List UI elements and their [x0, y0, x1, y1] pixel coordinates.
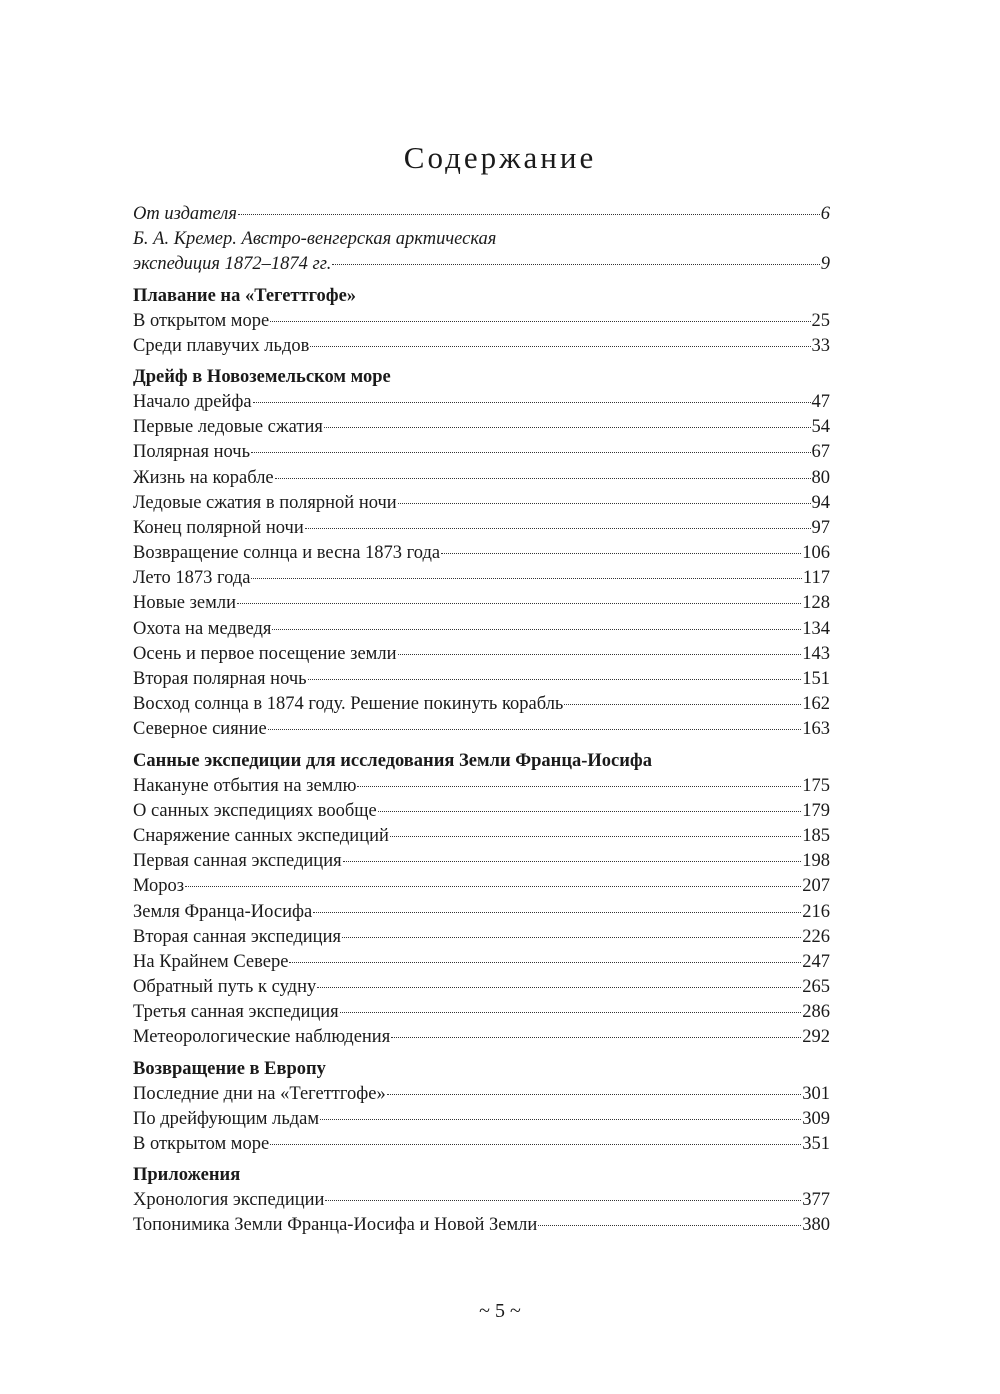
toc-page-number: 292: [802, 1027, 830, 1048]
toc-entry: [133, 642, 830, 667]
toc-section: [133, 1057, 830, 1158]
toc-entry-label: Северное сияние: [133, 719, 267, 740]
toc-entry-label: Накануне отбытия на землю: [133, 775, 357, 796]
toc-entry-label: Снаряжение санных экспедиций: [133, 825, 389, 846]
toc-entry-label: Лето 1873 года: [133, 568, 251, 589]
toc-entry-label-line2: экспедиция 1872–1874 гг.: [133, 254, 332, 275]
toc-page-number: 80: [811, 467, 830, 488]
dot-leader: [251, 578, 801, 579]
table-of-contents: [133, 202, 830, 1239]
toc-entry-multiline: [133, 227, 830, 277]
toc-page-number: 106: [802, 543, 830, 564]
front-matter: [133, 202, 830, 227]
toc-entry-label: О санных экспедициях вообще: [133, 800, 377, 821]
dot-leader: [305, 528, 811, 529]
toc-entry-label: Метеорологические наблюдения: [133, 1027, 391, 1048]
toc-entry-label: Земля Франца-Иосифа: [133, 901, 313, 922]
toc-entry: [133, 334, 830, 359]
toc-page-number: 9: [820, 254, 830, 275]
dot-leader: [343, 861, 802, 862]
toc-entry: [133, 390, 830, 415]
dot-leader: [270, 1144, 801, 1145]
toc-page-number: 54: [811, 417, 830, 438]
toc-entry: [133, 1082, 830, 1107]
toc-page-number: 265: [802, 977, 830, 998]
toc-section: [133, 1163, 830, 1238]
toc-entry: [133, 541, 830, 566]
toc-entry-label: Топонимика Земли Франца-Иосифа и Новой Земли: [133, 1215, 538, 1236]
dot-leader: [237, 603, 801, 604]
toc-page-number: 351: [802, 1134, 830, 1154]
toc-page-number: 143: [802, 643, 830, 664]
dot-leader: [268, 729, 802, 730]
dot-leader: [378, 811, 801, 812]
toc-entry: [133, 692, 830, 717]
toc-entry: [133, 774, 830, 799]
dot-leader: [390, 836, 801, 837]
toc-entry-label: Среди плавучих льдов: [133, 335, 310, 356]
toc-entry: [133, 466, 830, 491]
toc-entry: [133, 252, 830, 277]
dot-leader: [238, 214, 820, 215]
toc-entry-label: Первые ледовые сжатия: [133, 417, 323, 438]
dot-leader: [342, 937, 801, 938]
toc-page-number: 117: [802, 568, 830, 589]
toc-entry: [133, 1025, 830, 1050]
toc-sections: [133, 284, 830, 1239]
toc-entry-label: По дрейфующим льдам: [133, 1108, 320, 1129]
dot-leader: [324, 427, 811, 428]
toc-entry-label: От издателя: [133, 204, 237, 224]
toc-page-number: 179: [802, 800, 830, 821]
toc-entry: [133, 717, 830, 742]
toc-page-number: 6: [820, 204, 830, 224]
dot-leader: [313, 912, 801, 913]
toc-page-number: 94: [811, 492, 830, 513]
toc-entry-label: В открытом море: [133, 310, 270, 331]
toc-page-number: 67: [811, 442, 830, 463]
toc-entry-label: Ледовые сжатия в полярной ночи: [133, 492, 397, 513]
toc-entry-label: Осень и первое посещение земли: [133, 643, 397, 664]
toc-section: [133, 284, 830, 359]
dot-leader: [340, 1012, 802, 1013]
dot-leader: [308, 679, 802, 680]
toc-entry: [133, 900, 830, 925]
toc-page-number: 185: [802, 825, 830, 846]
toc-entry-label: В открытом море: [133, 1134, 270, 1154]
toc-page-number: 216: [802, 901, 830, 922]
dot-leader: [270, 321, 810, 322]
toc-entry: [133, 799, 830, 824]
toc-entry: [133, 925, 830, 950]
toc-entry-label: Вторая полярная ночь: [133, 669, 307, 689]
toc-page-number: 247: [802, 951, 830, 972]
toc-page-number: 175: [802, 775, 830, 796]
toc-entry-label: Третья санная экспедиция: [133, 1002, 339, 1023]
toc-entry: [133, 516, 830, 541]
toc-entry-label: Охота на медведя: [133, 618, 272, 639]
toc-entry: [133, 1188, 830, 1213]
toc-entry-label: Мороз: [133, 876, 185, 897]
section-heading: Дрейф в Новоземельском море: [133, 366, 391, 387]
toc-entry-label: Вторая санная экспедиция: [133, 926, 341, 947]
toc-entry: [133, 975, 830, 1000]
toc-entry: [133, 1132, 830, 1157]
section-heading: Возвращение в Европу: [133, 1058, 326, 1079]
toc-page-number: 47: [811, 391, 830, 412]
section-heading: Плавание на «Тегеттгофе»: [133, 285, 357, 306]
dot-leader: [289, 962, 801, 963]
toc-entry-label: Конец полярной ночи: [133, 517, 304, 538]
toc-entry: [133, 617, 830, 642]
dot-leader: [275, 478, 811, 479]
toc-page-number: 309: [802, 1108, 830, 1129]
toc-page-number: 134: [802, 618, 830, 639]
dot-leader: [387, 1094, 802, 1095]
toc-entry: [133, 950, 830, 975]
dot-leader: [564, 704, 801, 705]
dot-leader: [325, 1200, 801, 1201]
toc-page-number: 25: [811, 310, 830, 331]
dot-leader: [357, 786, 801, 787]
toc-page-number: 286: [802, 1002, 830, 1023]
toc-entry: [133, 1000, 830, 1025]
toc-entry: [133, 202, 830, 227]
toc-entry: [133, 309, 830, 334]
toc-entry-label: Полярная ночь: [133, 442, 251, 463]
toc-entry: [133, 824, 830, 849]
dot-leader: [538, 1225, 801, 1226]
toc-entry-label: Обратный путь к судну: [133, 977, 317, 998]
toc-entry: [133, 849, 830, 874]
toc-page-number: 207: [802, 876, 830, 897]
dot-leader: [185, 886, 801, 887]
dot-leader: [391, 1037, 801, 1038]
toc-entry-label: Новые земли: [133, 593, 236, 614]
toc-entry: [133, 1213, 830, 1238]
page-title: Содержание: [403, 140, 597, 175]
toc-page-number: 33: [811, 335, 830, 356]
toc-entry: [133, 1107, 830, 1132]
toc-entry: [133, 591, 830, 616]
toc-section: [133, 749, 830, 1051]
toc-entry: [133, 667, 830, 692]
toc-section: [133, 365, 830, 743]
toc-entry: [133, 874, 830, 899]
toc-entry-label: Первая санная экспедиция: [133, 851, 342, 872]
section-heading: Приложения: [133, 1165, 241, 1186]
toc-page-number: 162: [802, 694, 830, 715]
page-number-footer: ~ 5 ~: [479, 1300, 521, 1322]
dot-leader: [317, 987, 801, 988]
toc-entry-label: На Крайнем Севере: [133, 951, 289, 972]
dot-leader: [310, 346, 810, 347]
dot-leader: [251, 452, 810, 453]
dot-leader: [320, 1119, 801, 1120]
toc-page-number: 198: [802, 851, 830, 872]
toc-entry-label-line1: Б. А. Кремер. Австро-венгерская арктическая: [133, 229, 497, 250]
toc-page-number: 151: [802, 669, 830, 689]
dot-leader: [272, 629, 801, 630]
section-heading: Санные экспедиции для исследования Земли Франца-Иосифа: [133, 750, 652, 771]
toc-entry: [133, 415, 830, 440]
toc-entry-label: Восход солнца в 1874 году. Решение покинуть корабль: [133, 694, 564, 715]
dot-leader: [332, 264, 819, 265]
toc-page-number: 377: [802, 1190, 830, 1211]
toc-page-number: 301: [802, 1083, 830, 1104]
dot-leader: [441, 553, 801, 554]
toc-entry: [133, 440, 830, 465]
toc-entry-label: Хронология экспедиции: [133, 1190, 325, 1211]
dot-leader: [398, 503, 811, 504]
toc-page-number: 163: [802, 719, 830, 740]
toc-page-number: 226: [802, 926, 830, 947]
toc-entry-label: Жизнь на корабле: [133, 467, 274, 488]
toc-page-number: 128: [802, 593, 830, 614]
dot-leader: [253, 402, 811, 403]
dot-leader: [398, 654, 802, 655]
toc-entry-label: Последние дни на «Тегеттгофе»: [133, 1083, 386, 1104]
toc-page-number: 97: [811, 517, 830, 538]
toc-page-number: 380: [802, 1215, 830, 1236]
toc-entry-label: Начало дрейфа: [133, 391, 252, 412]
toc-entry: [133, 491, 830, 516]
toc-entry-label: Возвращение солнца и весна 1873 года: [133, 543, 441, 564]
toc-entry: [133, 566, 830, 591]
